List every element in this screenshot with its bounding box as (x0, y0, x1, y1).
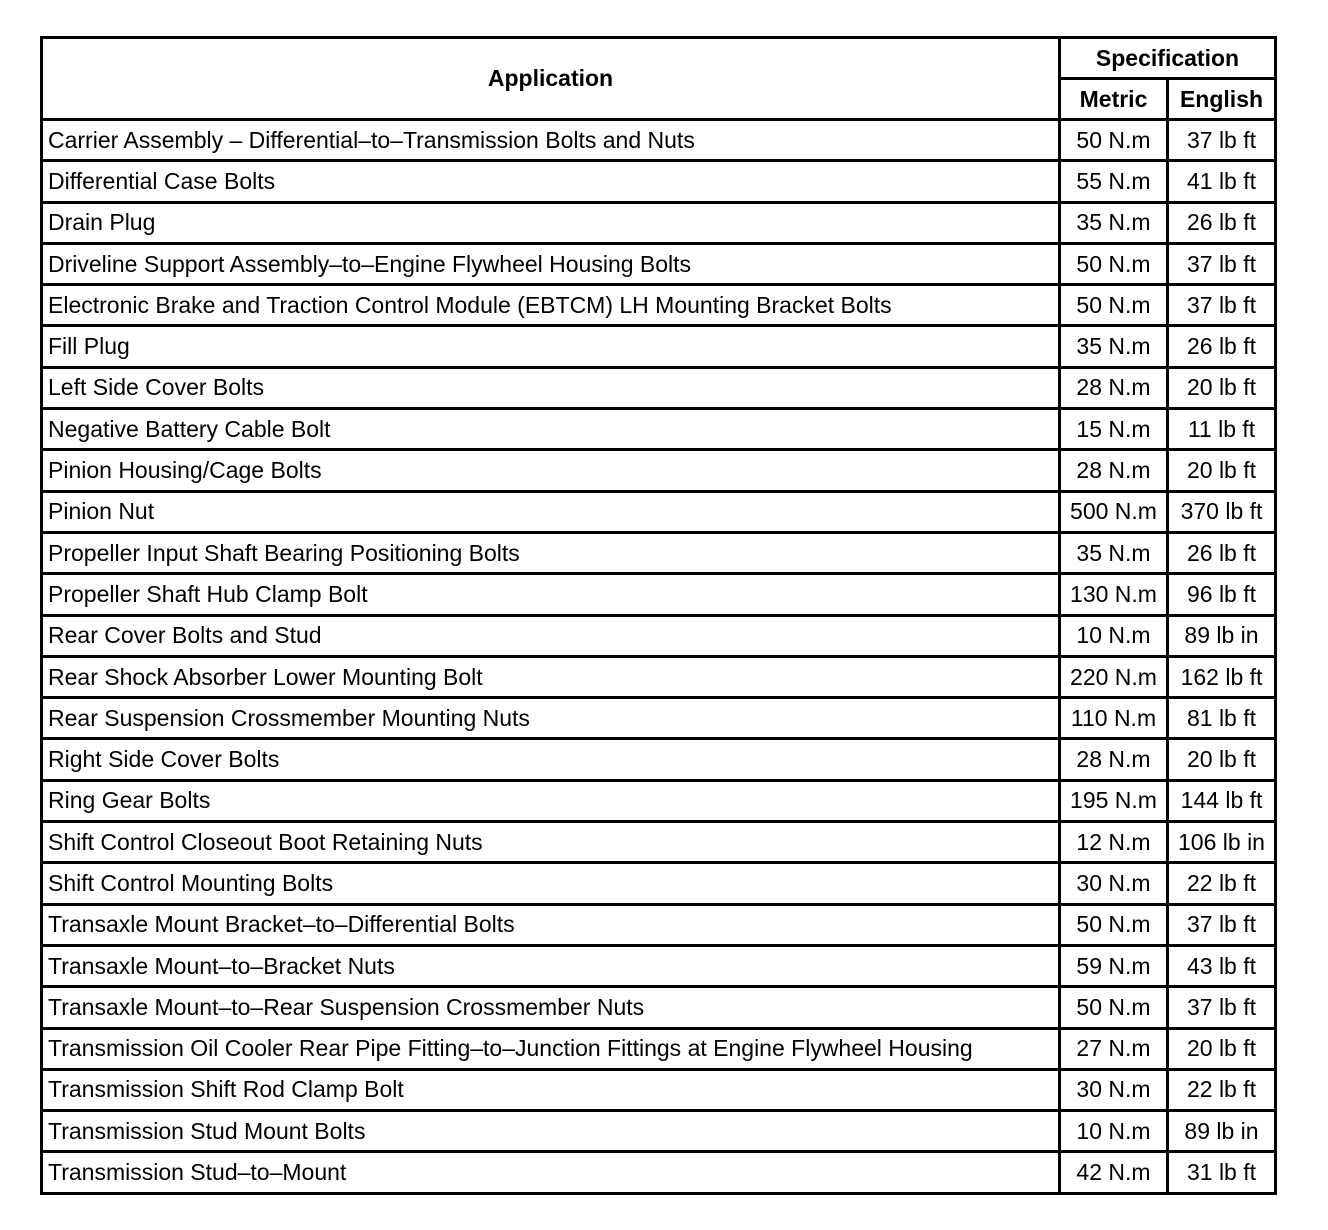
application-cell: Propeller Shaft Hub Clamp Bolt (42, 574, 1060, 615)
metric-cell: 50 N.m (1060, 285, 1168, 326)
application-cell: Transaxle Mount–to–Rear Suspension Crossmember Nuts (42, 987, 1060, 1028)
application-cell: Shift Control Mounting Bolts (42, 863, 1060, 904)
torque-specification-table (40, 36, 1277, 1195)
metric-cell: 50 N.m (1060, 904, 1168, 945)
metric-cell: 10 N.m (1060, 615, 1168, 656)
english-cell: 20 lb ft (1168, 367, 1276, 408)
application-cell: Transaxle Mount–to–Bracket Nuts (42, 945, 1060, 986)
application-cell: Negative Battery Cable Bolt (42, 409, 1060, 450)
application-cell: Driveline Support Assembly–to–Engine Flywheel Housing Bolts (42, 243, 1060, 284)
application-cell: Left Side Cover Bolts (42, 367, 1060, 408)
specification-header: Specification (1060, 38, 1276, 79)
table-row (42, 409, 1276, 450)
english-cell: 26 lb ft (1168, 202, 1276, 243)
application-cell: Fill Plug (42, 326, 1060, 367)
metric-cell: 30 N.m (1060, 1069, 1168, 1110)
application-cell: Rear Suspension Crossmember Mounting Nuts (42, 698, 1060, 739)
english-cell: 37 lb ft (1168, 285, 1276, 326)
application-header: Application (42, 38, 1060, 120)
table-row (42, 243, 1276, 284)
table-row (42, 532, 1276, 573)
english-cell: 81 lb ft (1168, 698, 1276, 739)
english-cell: 37 lb ft (1168, 243, 1276, 284)
header-row-top (42, 38, 1276, 79)
table-row (42, 904, 1276, 945)
metric-cell: 35 N.m (1060, 532, 1168, 573)
metric-cell: 220 N.m (1060, 656, 1168, 697)
table-row (42, 863, 1276, 904)
application-cell: Pinion Housing/Cage Bolts (42, 450, 1060, 491)
table-row (42, 491, 1276, 532)
metric-cell: 55 N.m (1060, 161, 1168, 202)
table-row (42, 822, 1276, 863)
table-row (42, 1028, 1276, 1069)
application-cell: Transmission Stud–to–Mount (42, 1152, 1060, 1193)
english-cell: 89 lb in (1168, 615, 1276, 656)
english-header: English (1168, 79, 1276, 120)
english-cell: 43 lb ft (1168, 945, 1276, 986)
table-row (42, 120, 1276, 161)
english-cell: 22 lb ft (1168, 1069, 1276, 1110)
application-cell: Transmission Oil Cooler Rear Pipe Fitting–to–Junction Fittings at Engine Flywheel Housing (42, 1028, 1060, 1069)
application-cell: Transmission Stud Mount Bolts (42, 1111, 1060, 1152)
english-cell: 96 lb ft (1168, 574, 1276, 615)
metric-cell: 28 N.m (1060, 739, 1168, 780)
english-cell: 20 lb ft (1168, 1028, 1276, 1069)
metric-cell: 59 N.m (1060, 945, 1168, 986)
english-cell: 22 lb ft (1168, 863, 1276, 904)
metric-header: Metric (1060, 79, 1168, 120)
metric-cell: 35 N.m (1060, 202, 1168, 243)
metric-cell: 30 N.m (1060, 863, 1168, 904)
english-cell: 41 lb ft (1168, 161, 1276, 202)
table-row (42, 161, 1276, 202)
english-cell: 37 lb ft (1168, 120, 1276, 161)
table-row (42, 1152, 1276, 1193)
english-cell: 89 lb in (1168, 1111, 1276, 1152)
table-row (42, 739, 1276, 780)
metric-cell: 27 N.m (1060, 1028, 1168, 1069)
metric-cell: 500 N.m (1060, 491, 1168, 532)
application-cell: Propeller Input Shaft Bearing Positioning Bolts (42, 532, 1060, 573)
metric-cell: 50 N.m (1060, 120, 1168, 161)
metric-cell: 12 N.m (1060, 822, 1168, 863)
table-row (42, 574, 1276, 615)
metric-cell: 28 N.m (1060, 450, 1168, 491)
application-cell: Right Side Cover Bolts (42, 739, 1060, 780)
application-cell: Pinion Nut (42, 491, 1060, 532)
table-row (42, 285, 1276, 326)
english-cell: 37 lb ft (1168, 904, 1276, 945)
table-row (42, 945, 1276, 986)
metric-cell: 42 N.m (1060, 1152, 1168, 1193)
application-cell: Rear Cover Bolts and Stud (42, 615, 1060, 656)
application-cell: Carrier Assembly – Differential–to–Transmission Bolts and Nuts (42, 120, 1060, 161)
metric-cell: 50 N.m (1060, 243, 1168, 284)
metric-cell: 50 N.m (1060, 987, 1168, 1028)
table-row (42, 1111, 1276, 1152)
english-cell: 20 lb ft (1168, 450, 1276, 491)
table-row (42, 367, 1276, 408)
application-cell: Differential Case Bolts (42, 161, 1060, 202)
application-cell: Electronic Brake and Traction Control Module (EBTCM) LH Mounting Bracket Bolts (42, 285, 1060, 326)
table-row (42, 987, 1276, 1028)
english-cell: 26 lb ft (1168, 326, 1276, 367)
metric-cell: 110 N.m (1060, 698, 1168, 739)
application-cell: Shift Control Closeout Boot Retaining Nuts (42, 822, 1060, 863)
english-cell: 20 lb ft (1168, 739, 1276, 780)
english-cell: 162 lb ft (1168, 656, 1276, 697)
metric-cell: 35 N.m (1060, 326, 1168, 367)
table-row (42, 780, 1276, 821)
table-row (42, 202, 1276, 243)
application-cell: Transaxle Mount Bracket–to–Differential Bolts (42, 904, 1060, 945)
table-body (42, 120, 1276, 1194)
metric-cell: 195 N.m (1060, 780, 1168, 821)
metric-cell: 10 N.m (1060, 1111, 1168, 1152)
application-cell: Drain Plug (42, 202, 1060, 243)
english-cell: 106 lb in (1168, 822, 1276, 863)
english-cell: 144 lb ft (1168, 780, 1276, 821)
application-cell: Ring Gear Bolts (42, 780, 1060, 821)
metric-cell: 130 N.m (1060, 574, 1168, 615)
english-cell: 370 lb ft (1168, 491, 1276, 532)
table-header (42, 38, 1276, 120)
metric-cell: 15 N.m (1060, 409, 1168, 450)
english-cell: 31 lb ft (1168, 1152, 1276, 1193)
english-cell: 11 lb ft (1168, 409, 1276, 450)
metric-cell: 28 N.m (1060, 367, 1168, 408)
english-cell: 26 lb ft (1168, 532, 1276, 573)
table-row (42, 656, 1276, 697)
english-cell: 37 lb ft (1168, 987, 1276, 1028)
table-row (42, 450, 1276, 491)
table-row (42, 1069, 1276, 1110)
table-row (42, 326, 1276, 367)
table-row (42, 698, 1276, 739)
application-cell: Transmission Shift Rod Clamp Bolt (42, 1069, 1060, 1110)
application-cell: Rear Shock Absorber Lower Mounting Bolt (42, 656, 1060, 697)
table-row (42, 615, 1276, 656)
